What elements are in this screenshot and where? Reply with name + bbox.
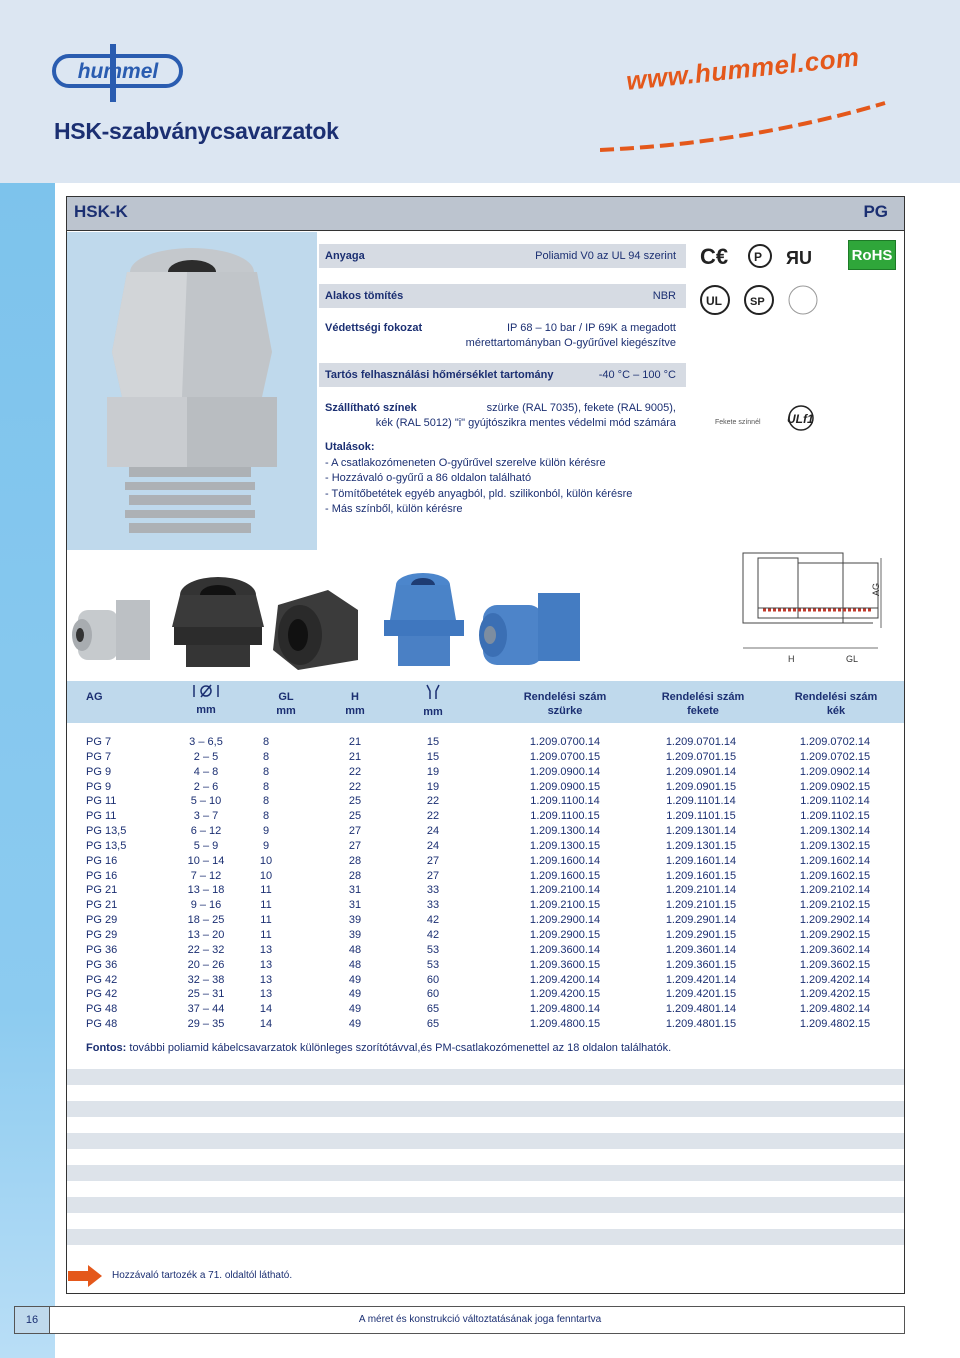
cell-h: 28: [348, 854, 362, 867]
notes-block: [325, 440, 632, 518]
cell-r3: 1.209.2902.14: [799, 914, 871, 927]
cell-r3: 1.209.4802.14: [799, 1003, 871, 1016]
spec-homerseklet-label: Tartós felhasználási hőmérséklet tartomány: [325, 369, 554, 381]
cell-r2: 1.209.1601.14: [665, 854, 737, 867]
cell-sw: 53: [426, 943, 440, 956]
svg-text:UL: UL: [706, 294, 722, 308]
svg-text:H: H: [788, 654, 795, 664]
empty-row-stripe: [67, 1069, 904, 1085]
cell-ag: PG 9: [86, 765, 112, 778]
wrench-icon: [424, 683, 442, 701]
svg-text:hummel: hummel: [77, 60, 159, 83]
product-variants-photo: [68, 565, 708, 675]
th-order-blue: Rendelési szám kék: [794, 691, 878, 717]
cell-sw: 60: [426, 988, 440, 1001]
cell-sw: 42: [426, 914, 440, 927]
cell-h: 49: [348, 1018, 362, 1031]
cell-rng: 6 – 12: [190, 825, 222, 838]
cell-r3: 1.209.2102.14: [799, 884, 871, 897]
ur-mark-icon: ЯU: [786, 248, 812, 268]
ce-cert-icons: [700, 242, 840, 272]
cell-r1: 1.209.4200.15: [529, 988, 601, 1001]
cell-r1: 1.209.3600.15: [529, 958, 601, 971]
cell-r3: 1.209.3602.14: [799, 943, 871, 956]
th-h: H mm: [345, 691, 365, 717]
cell-r2: 1.209.4201.15: [665, 988, 737, 1001]
cell-sw: 15: [426, 750, 440, 763]
cell-ag: PG 7: [86, 736, 112, 748]
empty-row-stripe: [67, 1165, 904, 1181]
cell-sw: 60: [426, 973, 440, 986]
cell-sw: 15: [426, 736, 440, 748]
cell-sw: 33: [426, 884, 440, 897]
cell-gl: 13: [259, 973, 273, 986]
cell-r2: 1.209.4801.14: [665, 1003, 737, 1016]
empty-row-stripe: [67, 1101, 904, 1117]
cell-r1: 1.209.0900.15: [529, 780, 601, 793]
cell-r2: 1.209.1301.14: [665, 825, 737, 838]
cell-ag: PG 13,5: [86, 825, 127, 838]
cell-r2: 1.209.2101.15: [665, 899, 737, 912]
cell-sw: 33: [426, 899, 440, 912]
cell-ag: PG 16: [86, 854, 118, 867]
cell-ag: PG 21: [86, 899, 118, 912]
cell-ag: PG 16: [86, 869, 118, 882]
cell-h: 31: [348, 884, 362, 897]
empty-row-stripe: [67, 1133, 904, 1149]
table-row: [86, 884, 896, 899]
cell-r1: 1.209.4800.15: [529, 1018, 601, 1031]
cell-r1: 1.209.4200.14: [529, 973, 601, 986]
cell-r3: 1.209.1602.15: [799, 869, 871, 882]
cell-ag: PG 36: [86, 958, 118, 971]
cell-r1: 1.209.2900.14: [529, 914, 601, 927]
cell-r1: 1.209.1300.15: [529, 839, 601, 852]
spec-vedettseg-value-2: mérettartományban O-gyűrűvel kiegészítve: [465, 337, 676, 349]
svg-text:AG: AG: [871, 582, 881, 596]
cell-r2: 1.209.4801.15: [665, 1018, 737, 1031]
svg-text:SP: SP: [750, 296, 765, 308]
cell-rng: 22 – 32: [187, 943, 225, 956]
cell-r1: 1.209.0900.14: [529, 765, 601, 778]
arrow-right-icon: [68, 1265, 102, 1287]
swoosh-decoration: [600, 95, 890, 155]
cell-h: 39: [348, 914, 362, 927]
cell-rng: 7 – 12: [190, 869, 222, 882]
th-order-black: Rendelési szám fekete: [661, 691, 745, 717]
cell-gl: 11: [260, 914, 272, 927]
page-title: HSK-szabványcsavarzatok: [54, 118, 339, 144]
cell-r3: 1.209.0702.14: [799, 736, 871, 748]
cell-r3: 1.209.1602.14: [799, 854, 871, 867]
section-header: [66, 196, 905, 231]
table-row: [86, 914, 896, 929]
cell-h: 25: [348, 810, 362, 823]
hummel-logo: [50, 44, 185, 102]
cell-r3: 1.209.4802.15: [799, 1018, 871, 1031]
cell-sw: 22: [426, 810, 440, 823]
cell-rng: 3 – 6,5: [189, 736, 223, 748]
cell-sw: 19: [426, 765, 440, 778]
table-row: [86, 825, 896, 840]
spec-anyag-value: Poliamid V0 az UL 94 szerint: [535, 250, 676, 262]
th-ag: AG: [86, 691, 103, 703]
footer-disclaimer: A méret és konstrukció változtatásának joga fenntartva: [358, 1314, 602, 1325]
cell-sw: 27: [426, 869, 440, 882]
cell-h: 21: [348, 736, 362, 748]
atex-icon: [789, 286, 817, 314]
cell-ag: PG 42: [86, 988, 118, 1001]
cell-ag: PG 11: [86, 795, 117, 808]
th-clamping-range: [176, 683, 236, 717]
ce-mark-icon: C€: [700, 244, 729, 269]
notes-title: Utalások:: [325, 441, 375, 453]
cell-rng: 20 – 26: [187, 958, 225, 971]
cell-gl: 10: [259, 854, 273, 867]
cell-gl: 13: [259, 958, 273, 971]
cell-sw: 65: [426, 1003, 440, 1016]
cell-h: 27: [348, 825, 362, 838]
cell-r1: 1.209.1100.15: [530, 810, 600, 823]
table-row: [86, 959, 896, 974]
th-sw-unit: mm: [423, 706, 443, 718]
cell-r2: 1.209.2101.14: [665, 884, 737, 897]
cell-r1: 1.209.1600.14: [529, 854, 601, 867]
black-gland-2: [273, 590, 358, 670]
rohs-badge-icon: RoHS: [848, 240, 896, 270]
svg-text:GL: GL: [846, 654, 859, 664]
cell-h: 27: [348, 839, 362, 852]
cell-gl: 11: [260, 884, 272, 897]
cell-gl: 8: [262, 736, 270, 748]
product-photo-panel: [67, 232, 317, 550]
note-item: - A csatlakozómeneten O-gyűrűvel szerelve külön kérésre: [325, 456, 606, 469]
technical-drawing: [738, 548, 898, 668]
cell-r3: 1.209.1302.15: [799, 839, 871, 852]
cell-r3: 1.209.3602.15: [799, 958, 871, 971]
spec-szinek-value-1: szürke (RAL 7035), fekete (RAL 9005),: [486, 402, 676, 414]
cell-r2: 1.209.1101.15: [666, 810, 736, 823]
table-row: [86, 795, 896, 810]
cell-h: 22: [348, 780, 362, 793]
spec-szinek-label: Szállítható színek: [325, 402, 417, 414]
table-row: [86, 974, 896, 989]
cell-r2: 1.209.3601.15: [665, 958, 737, 971]
cell-sw: 27: [426, 854, 440, 867]
cell-gl: 8: [262, 795, 270, 808]
cell-r1: 1.209.2100.15: [529, 899, 601, 912]
spec-vedettseg-value-1: IP 68 – 10 bar / IP 69K a megadott: [507, 322, 676, 334]
cell-h: 39: [348, 928, 362, 941]
th-gl: GL mm: [276, 691, 296, 717]
cell-ag: PG 11: [86, 810, 117, 823]
cell-gl: 11: [260, 899, 272, 912]
cell-r2: 1.209.0901.15: [665, 780, 737, 793]
cell-rng: 3 – 7: [193, 810, 219, 823]
cell-rng: 18 – 25: [187, 914, 225, 927]
cell-h: 21: [348, 750, 362, 763]
cell-ag: PG 29: [86, 928, 118, 941]
cell-gl: 13: [259, 943, 273, 956]
cell-h: 48: [348, 958, 362, 971]
spec-tomites-label: Alakos tömítés: [325, 290, 404, 302]
cell-rng: 2 – 5: [193, 750, 219, 763]
cell-sw: 24: [426, 825, 440, 838]
section-title-left: HSK-K: [74, 202, 128, 221]
cell-gl: 9: [262, 825, 270, 838]
cell-h: 28: [348, 869, 362, 882]
table-row: [86, 855, 896, 870]
cell-r2: 1.209.1301.15: [665, 839, 737, 852]
cell-r3: 1.209.0902.15: [799, 780, 871, 793]
cell-gl: 14: [259, 1018, 273, 1031]
cell-rng: 25 – 31: [187, 988, 225, 1001]
table-row: [86, 944, 896, 959]
cell-r3: 1.209.0902.14: [799, 765, 871, 778]
section-title-right: PG: [863, 202, 888, 221]
cell-r2: 1.209.4201.14: [665, 973, 737, 986]
cell-h: 49: [348, 973, 362, 986]
cell-rng: 2 – 6: [193, 780, 219, 793]
cell-r2: 1.209.2901.14: [665, 914, 737, 927]
accessory-note[interactable]: Hozzávaló tartozék a 71. oldaltól látható.: [112, 1270, 293, 1281]
cell-sw: 65: [426, 1018, 440, 1031]
cable-gland-image: [67, 232, 317, 550]
table-row: [86, 870, 896, 885]
cell-r1: 1.209.1100.14: [530, 795, 600, 808]
cell-r1: 1.209.1300.14: [529, 825, 601, 838]
cell-rng: 13 – 20: [187, 928, 225, 941]
cell-r2: 1.209.0701.15: [665, 750, 737, 763]
table-row: [86, 1003, 896, 1018]
th-range-unit: mm: [196, 704, 216, 716]
th-wrench-size: [418, 683, 448, 719]
cell-ag: PG 13,5: [86, 839, 127, 852]
cell-sw: 42: [426, 928, 440, 941]
empty-row-stripe: [67, 1197, 904, 1213]
cell-r3: 1.209.4202.15: [799, 988, 871, 1001]
ul-f1-icon: [777, 398, 825, 438]
cell-ag: PG 21: [86, 884, 118, 897]
cell-r1: 1.209.0700.15: [529, 750, 601, 763]
cell-gl: 8: [262, 810, 270, 823]
cell-ag: PG 48: [86, 1018, 118, 1031]
cell-gl: 8: [262, 780, 270, 793]
cell-ag: PG 29: [86, 914, 118, 927]
table-row: [86, 751, 896, 766]
table-row: [86, 736, 896, 751]
cell-r3: 1.209.4202.14: [799, 973, 871, 986]
black-gland-1: [172, 577, 264, 667]
cell-h: 31: [348, 899, 362, 912]
cell-r3: 1.209.1302.14: [799, 825, 871, 838]
spec-anyag-label: Anyaga: [325, 250, 365, 262]
cell-r2: 1.209.0701.14: [665, 736, 737, 748]
cell-r3: 1.209.2102.15: [799, 899, 871, 912]
cell-ag: PG 48: [86, 1003, 118, 1016]
cell-rng: 13 – 18: [187, 884, 225, 897]
cell-gl: 9: [262, 839, 270, 852]
cell-sw: 19: [426, 780, 440, 793]
cell-h: 49: [348, 1003, 362, 1016]
cell-r1: 1.209.2100.14: [529, 884, 601, 897]
important-note: Fontos: további poliamid kábelcsavarzatok különleges szorítótávval,és PM-csatlakozómenettel az 18 oldalon találhatók.: [86, 1042, 672, 1054]
cell-ag: PG 42: [86, 973, 118, 986]
cell-r1: 1.209.3600.14: [529, 943, 601, 956]
clamping-range-icon: [189, 683, 223, 699]
cell-r3: 1.209.2902.15: [799, 928, 871, 941]
table-row: [86, 810, 896, 825]
cell-gl: 8: [262, 750, 270, 763]
table-row: [86, 840, 896, 855]
blue-gland-2: [479, 593, 580, 665]
cell-r1: 1.209.1600.15: [529, 869, 601, 882]
spec-homerseklet-value: -40 °C – 100 °C: [598, 369, 676, 381]
cell-ag: PG 9: [86, 780, 112, 793]
table-row: [86, 988, 896, 1003]
cell-gl: 14: [259, 1003, 273, 1016]
cell-r1: 1.209.2900.15: [529, 928, 601, 941]
cell-gl: 8: [262, 765, 270, 778]
cell-sw: 24: [426, 839, 440, 852]
empty-row-stripe: [67, 1229, 904, 1245]
order-table: [86, 736, 896, 1033]
side-band: [0, 183, 55, 1358]
cell-gl: 10: [259, 869, 273, 882]
cell-rng: 4 – 8: [193, 765, 219, 778]
cell-rng: 10 – 14: [187, 854, 225, 867]
cell-gl: 11: [260, 928, 272, 941]
spec-szinek-value-2: kék (RAL 5012) "i" gyújtószikra mentes védelmi mód számára: [375, 417, 676, 429]
table-row: [86, 766, 896, 781]
cell-h: 22: [348, 765, 362, 778]
fekete-label: Fekete színnél: [715, 419, 761, 426]
cell-r3: 1.209.1102.15: [800, 810, 870, 823]
cell-rng: 37 – 44: [187, 1003, 225, 1016]
grey-small-gland: [72, 600, 150, 660]
table-row: [86, 781, 896, 796]
cell-ag: PG 7: [86, 750, 112, 763]
svg-text:P: P: [754, 250, 763, 264]
spec-vedettseg-label: Védettségi fokozat: [325, 322, 423, 334]
cell-sw: 53: [426, 958, 440, 971]
cell-ag: PG 36: [86, 943, 118, 956]
cell-r1: 1.209.4800.14: [529, 1003, 601, 1016]
table-row: [86, 929, 896, 944]
cell-rng: 9 – 16: [190, 899, 222, 912]
cell-r2: 1.209.3601.14: [665, 943, 737, 956]
svg-text:ULf1: ULf1: [787, 412, 814, 426]
blue-gland-1: [384, 573, 464, 666]
cell-h: 49: [348, 988, 362, 1001]
note-item: - Tömítőbetétek egyéb anyagból, pld. szilikonból, külön kérésre: [325, 487, 633, 500]
cell-r3: 1.209.0702.15: [799, 750, 871, 763]
cell-rng: 5 – 9: [193, 839, 219, 852]
cell-r2: 1.209.2901.15: [665, 928, 737, 941]
cell-gl: 13: [259, 988, 273, 1001]
note-item: - Hozzávaló o-gyűrű a 86 oldalon található: [325, 472, 532, 484]
website-url[interactable]: www.hummel.com: [624, 41, 861, 97]
cell-r1: 1.209.0700.14: [529, 736, 601, 748]
cell-h: 25: [348, 795, 362, 808]
cell-rng: 5 – 10: [190, 795, 222, 808]
table-row: [86, 1018, 896, 1033]
th-order-grey: Rendelési szám szürke: [523, 691, 607, 717]
cell-h: 48: [348, 943, 362, 956]
ul-csa-icons: [700, 284, 830, 318]
cell-r2: 1.209.1101.14: [666, 795, 736, 808]
table-row: [86, 899, 896, 914]
cell-r2: 1.209.1601.15: [665, 869, 737, 882]
cell-sw: 22: [426, 795, 440, 808]
page-number: 16: [14, 1306, 50, 1334]
cell-r2: 1.209.0901.14: [665, 765, 737, 778]
cell-r3: 1.209.1102.14: [800, 795, 870, 808]
spec-tomites-value: NBR: [652, 290, 676, 302]
note-item: - Más színből, külön kérésre: [325, 503, 463, 515]
cell-rng: 32 – 38: [187, 973, 225, 986]
cell-rng: 29 – 35: [187, 1018, 225, 1031]
